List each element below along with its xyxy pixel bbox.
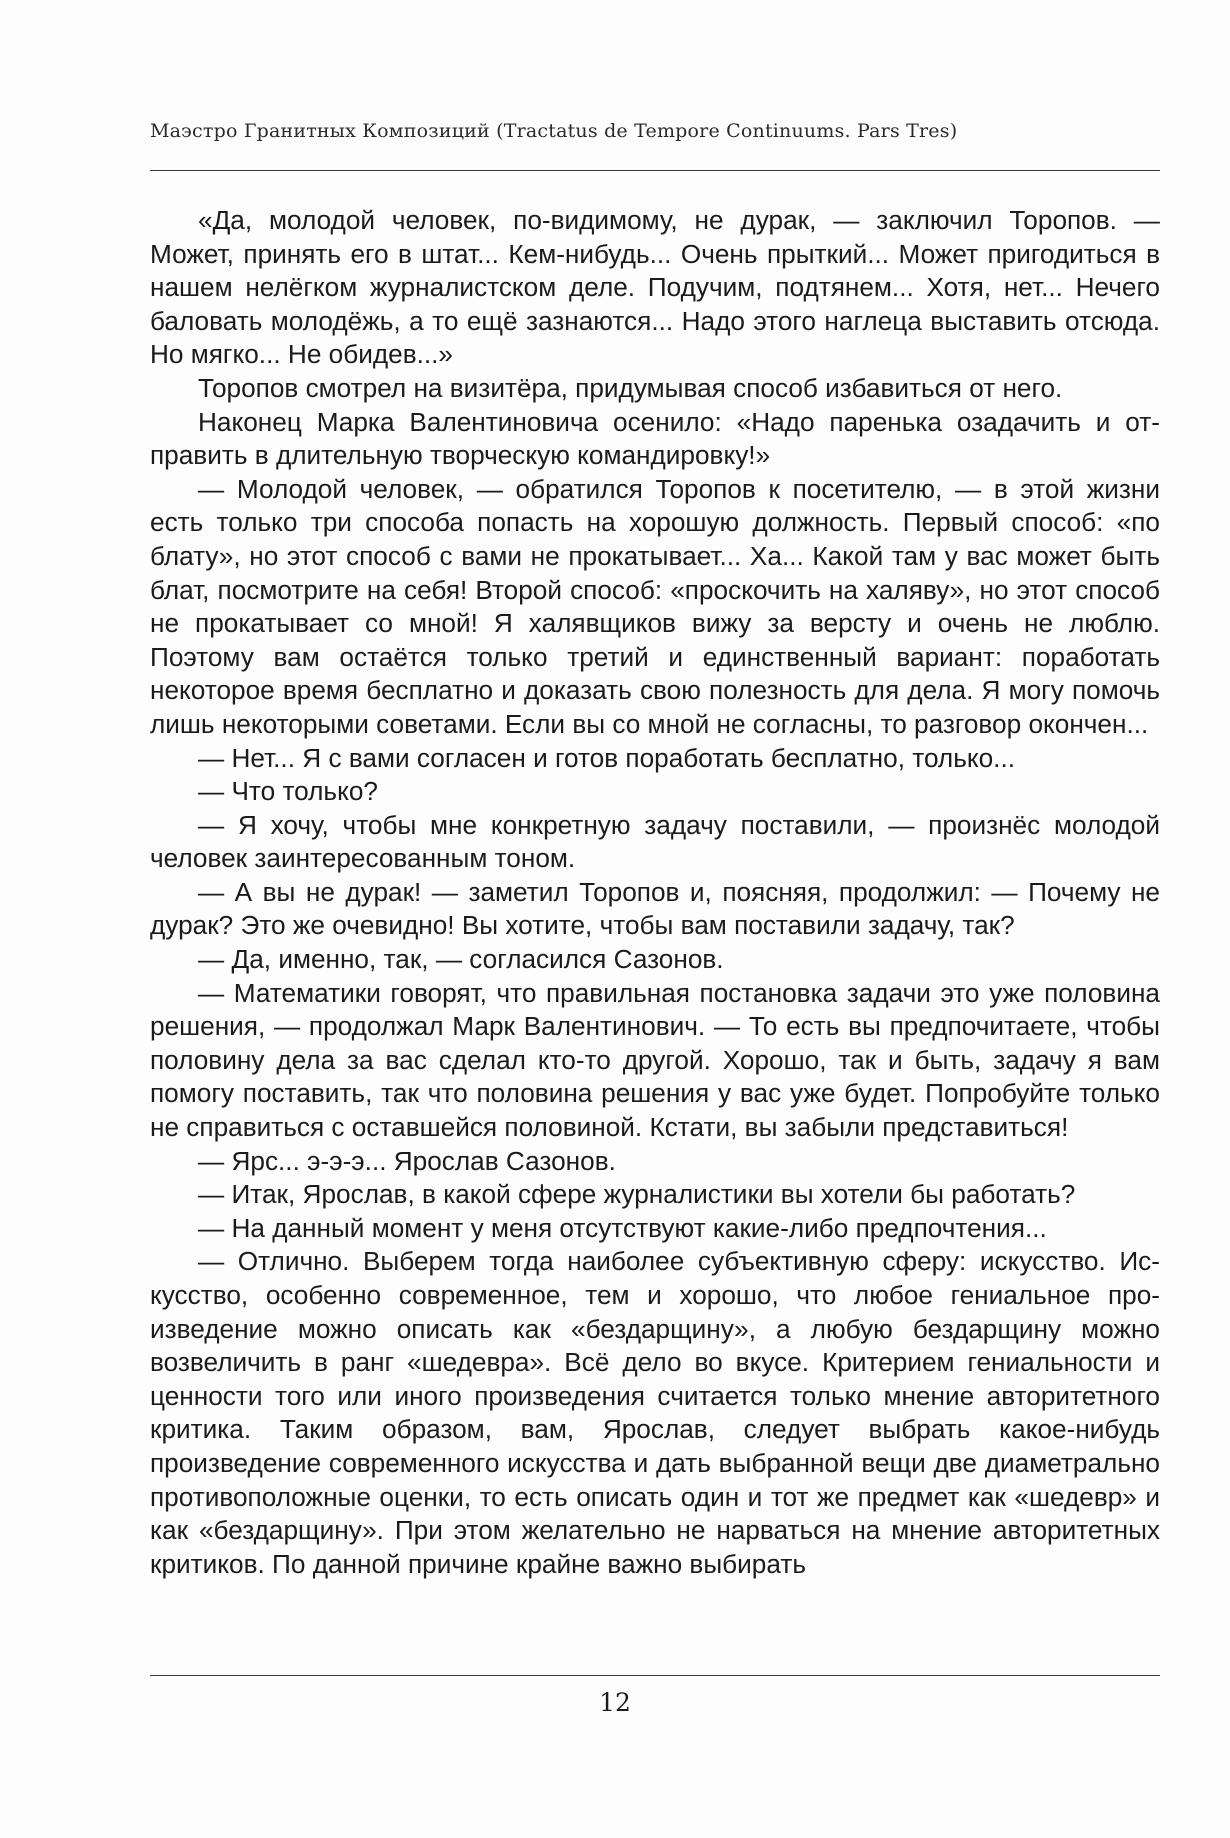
running-header: Маэстро Гранитных Композиций (Tractatus de Tempore Continuums. Pars Tres) [150,120,958,142]
paragraph: — Отлично. Выберем тогда наиболее субъективную сферу: искусство. Искусство, особенно современное, тем и хорошо, что любое гениальное произведение можно описать как «бездарщину», а любую бездарщину можно возвеличить в ранг «шедевра». Всё дело во вкусе. Критерием гениальности и ценности того или иного произведения считается только мнение авторитетного критика. Таким образом, вам, Ярослав, следует выбрать какое-нибудь произведение современного искусства и дать выбранной вещи две диаметрально противоположные оценки, то есть описать один и тот же предмет как «шедевр» и как «бездарщину». При этом желательно не нарваться на мнение авторитетных критиков. По данной причине крайне важно выбирать [150,1246,1160,1579]
paragraph: — Да, именно, так, — согласился Сазонов. [198,944,724,975]
paragraph: — Что только? [198,776,378,807]
header-rule [150,170,1160,171]
paragraph: — Я хочу, чтобы мне конкретную задачу поставили, — произнёс молодой человек заинтересованным тоном. [150,809,1160,874]
paragraph: — А вы не дурак! — заметил Торопов и, поясняя, продолжил: — Почему не дурак? Это же очевидно! Вы хотите, чтобы вам поставили задачу, так? [150,876,1160,941]
paragraph: — Итак, Ярослав, в какой сфере журналистики вы хотели бы работать? [198,1179,1076,1210]
paragraph: — Математики говорят, что правильная постановка задачи это уже половина решения, — продолжал Марк Валентинович. — То есть вы предпочитаете, чтобы половину дела за вас сделал кто-то другой. Хорошо, так и быть, задачу я вам помогу поставить, так что половина решения у вас уже будет. Попробуйте только не справиться с оставшейся половиной. Кстати, вы забыли представиться! [150,977,1160,1143]
paragraph: Наконец Марка Валентиновича осенило: «Надо паренька озадачить и отправить в длительную творческую командировку!» [150,406,1160,471]
paragraph: — Молодой человек, — обратился Торопов к посетителю, — в этой жизни есть только три способа попасть на хорошую должность. Первый способ: «по блату», но этот способ с вами не прокатывает... Ха... Какой там у вас может быть блат, посмотрите на себя! Второй способ: «проскочить на халяву», но этот способ не прокатывает со мной! Я халявщиков вижу за версту и очень не люблю. Поэтому вам остаётся только третий и единственный вариант: поработать некоторое время бесплатно и доказать свою полезность для дела. Я могу помочь лишь некоторыми советами. Если вы со мной не согласны, то разговор окончен... [150,473,1160,739]
body-text [150,204,1160,1581]
paragraph: — На данный момент у меня отсутствуют какие-либо предпочтения... [198,1212,1047,1243]
paragraph: — Нет... Я с вами согласен и готов поработать бесплатно, только... [198,742,1015,773]
paragraph: — Ярс... э-э-э... Ярослав Сазонов. [198,1145,616,1176]
page-number: 12 [599,1688,631,1717]
paragraph: Торопов смотрел на визитёра, придумывая способ избавиться от него. [198,372,1063,403]
paragraph: «Да, молодой человек, по-видимому, не дурак, — заключил Торопов. — Может, принять его в штат... Кем-нибудь... Очень прыткий... Может пригодиться в нашем нелёгком журналистском деле. Подучим, подтянем... Хотя, нет... Нечего баловать молодёжь, а то ещё зазнаются... Надо этого наглеца выставить отсюда. Но мягко... Не обидев...» [150,205,1160,370]
footer-rule [150,1675,1160,1676]
